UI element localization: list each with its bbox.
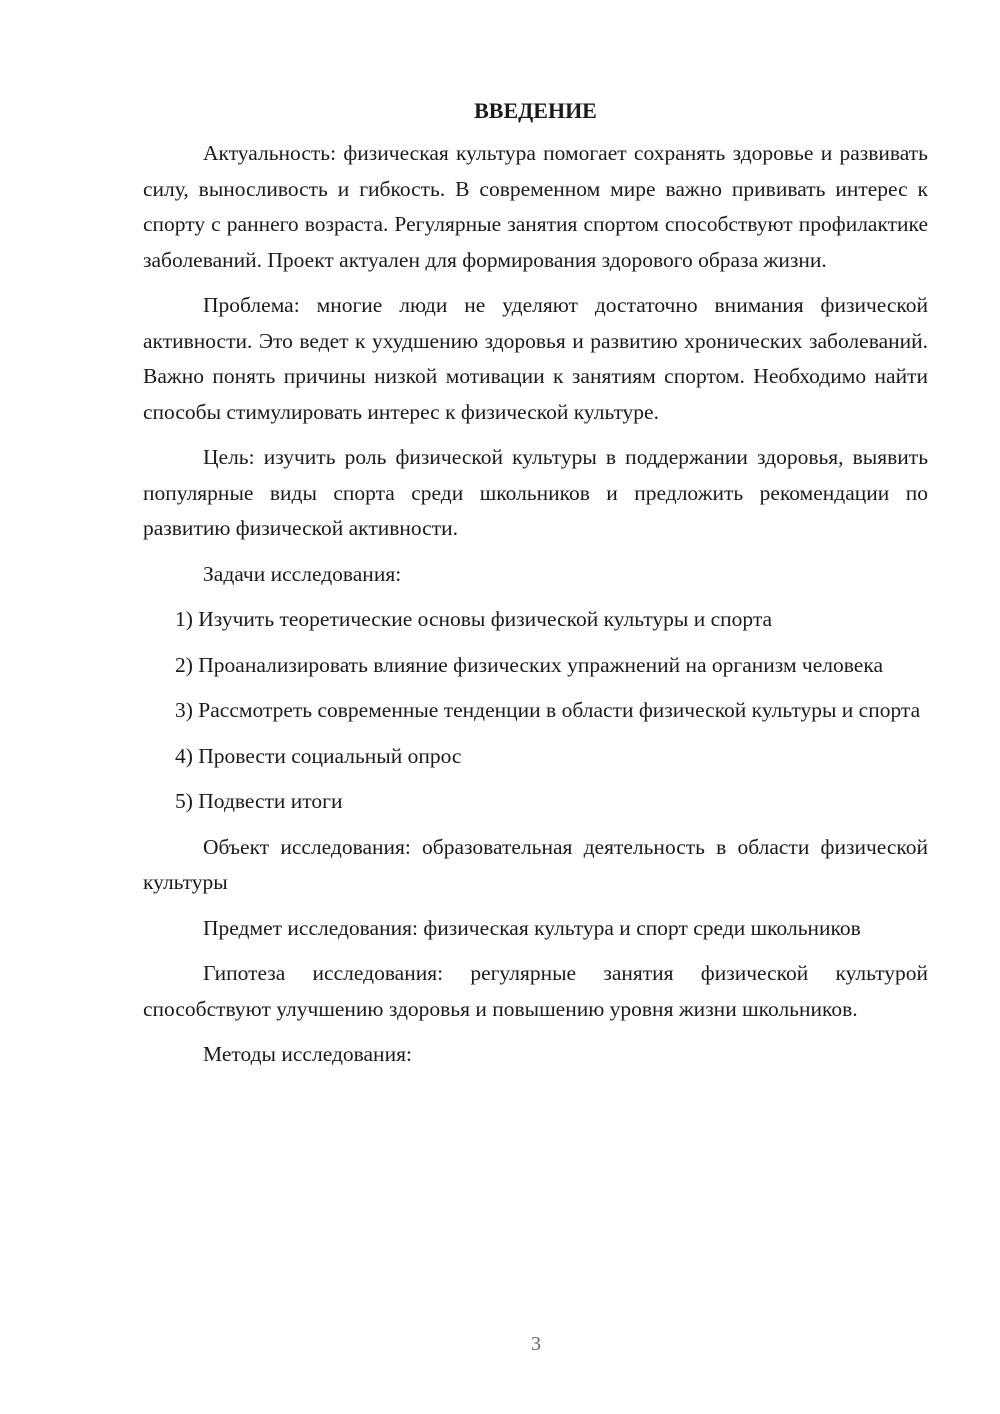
methods-title: Методы исследования: — [203, 1042, 412, 1066]
document-page — [143, 96, 928, 1083]
task-item-4: 4) Провести социальный опрос — [175, 743, 462, 768]
task-item-1: 1) Изучить теоретические основы физической культуры и спорта — [175, 607, 773, 631]
problem-paragraph: Проблема: многие люди не уделяют достаточно внимания физической активности. Это ведет к ухудшению здоровья и развитию хронических заболеваний. Важно понять причины низкой мотивации к занятиям спортом. Необходимо найти способы стимулировать интерес к физической культуре. — [143, 293, 928, 424]
tasks-title: Задачи исследования: — [203, 561, 402, 586]
task-item-5: 5) Подвести итоги — [175, 789, 343, 813]
section-heading: ВВЕДЕНИЕ — [474, 98, 597, 123]
subject-paragraph: Предмет исследования: физическая культура и спорт среди школьников — [203, 915, 861, 940]
hypothesis-paragraph: Гипотеза исследования: регулярные занятия физической культурой способствуют улучшению здоровья и повышению уровня жизни школьников. — [143, 961, 928, 1021]
goal-paragraph: Цель: изучить роль физической культуры в поддержании здоровья, выявить популярные виды спорта среди школьников и предложить рекомендации по развитию физической активности. — [143, 445, 928, 540]
relevance-paragraph: Актуальность: физическая культура помогает сохранять здоровье и развивать силу, выносливость и гибкость. В современном мире важно прививать интерес к спорту с раннего возраста. Регулярные занятия спортом способствуют профилактике заболеваний. Проект актуален для формирования здорового образа жизни. — [143, 141, 928, 272]
object-paragraph: Объект исследования: образовательная деятельность в области физической культуры — [143, 834, 928, 894]
task-item-3: 3) Рассмотреть современные тенденции в области физической культуры и спорта — [175, 698, 921, 722]
task-item-2: 2) Проанализировать влияние физических упражнений на организм человека — [175, 652, 883, 677]
page-number: 3 — [531, 1333, 541, 1355]
